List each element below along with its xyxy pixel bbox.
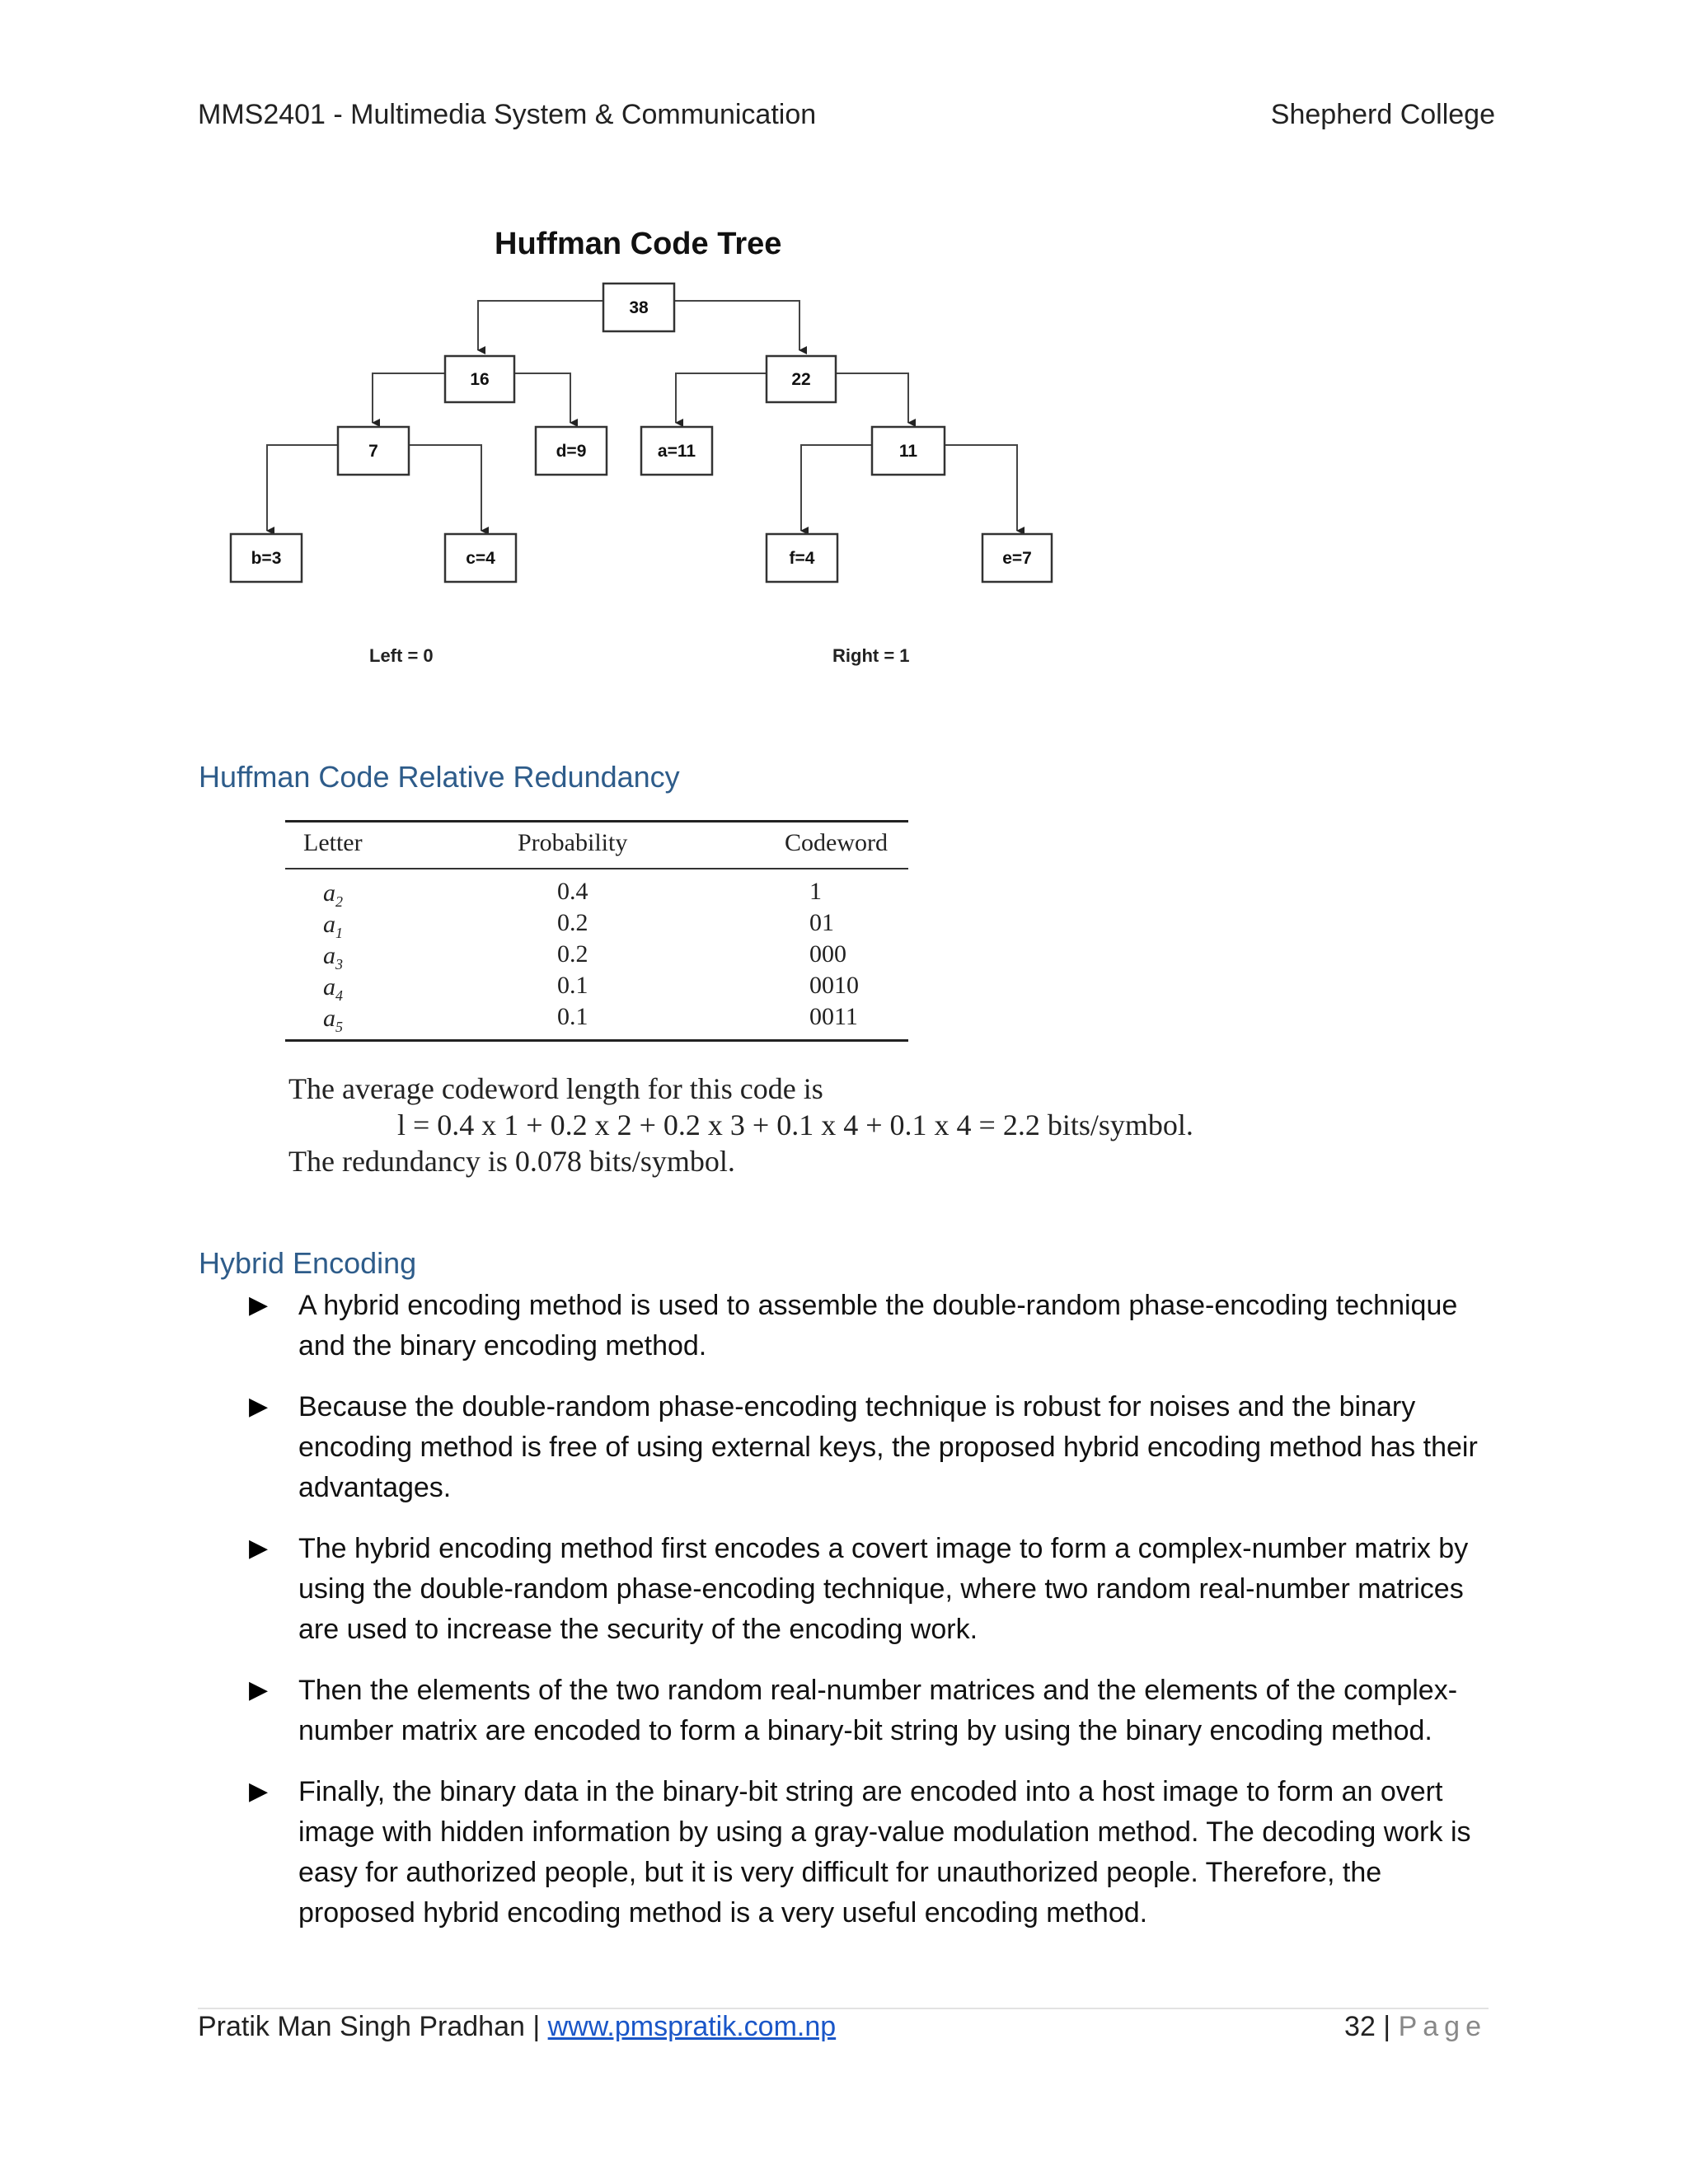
- table-cell-probability: 0.4: [557, 878, 588, 905]
- triangle-bullet-icon: ▶: [249, 1393, 269, 1420]
- triangle-bullet-icon: ▶: [249, 1535, 269, 1562]
- svg-text:38: 38: [629, 298, 649, 317]
- hybrid-encoding-bullet-list: [247, 1286, 1500, 1954]
- edge-11-e: [945, 445, 1017, 531]
- table-header-rule: [285, 868, 908, 869]
- tree-node-7: [338, 427, 409, 475]
- edge-11-f: [801, 445, 872, 531]
- table-cell-letter: $a_1$: [323, 911, 343, 941]
- table-cell-probability: 0.1: [557, 1003, 588, 1030]
- table-cell-letter: $a_4$: [323, 973, 343, 1004]
- table-cell-codeword: 0010: [809, 972, 859, 999]
- table-cell-codeword: 0011: [809, 1003, 858, 1030]
- svg-text:7: 7: [368, 442, 378, 461]
- edge-root-22: [674, 301, 799, 350]
- table-cell-probability: 0.1: [557, 972, 588, 999]
- edge-7-b: [267, 445, 338, 531]
- svg-text:b=3: b=3: [251, 549, 282, 568]
- table-cell-probability: 0.2: [557, 940, 588, 968]
- bullet-text: Because the double-random phase-encoding technique is robust for noises and the binary encoding method is free of using external keys, the proposed hybrid encoding method has their advantages.: [298, 1391, 1478, 1503]
- section-heading-hybrid-encoding: Hybrid Encoding: [199, 1246, 417, 1280]
- footer-page-number: [1344, 2011, 1487, 2043]
- bullet-item: [247, 1671, 1500, 1751]
- bullet-text: The hybrid encoding method first encodes a covert image to form a complex-number matrix by using the double-random phase-encoding technique, where two random real-number matrices are used to increase the security of the encoding work.: [298, 1533, 1469, 1645]
- bullet-text: A hybrid encoding method is used to assemble the double-random phase-encoding technique and the binary encoding method.: [298, 1290, 1458, 1361]
- bullet-item: [247, 1286, 1500, 1366]
- table-cell-probability: 0.2: [557, 909, 588, 936]
- table-cell-letter: $a_3$: [323, 942, 343, 972]
- table-header-codeword: Codeword: [785, 829, 888, 856]
- edge-16-d: [514, 373, 570, 423]
- svg-text:11: 11: [898, 442, 918, 461]
- table-cell-codeword: 01: [809, 909, 834, 936]
- tree-node-11: [872, 427, 945, 475]
- tree-node-16: [445, 356, 514, 402]
- tree-node-d: [536, 427, 607, 475]
- page-number: 32: [1344, 2011, 1376, 2042]
- header-course-title: MMS2401 - Multimedia System & Communication: [198, 99, 817, 130]
- huffman-tree-diagram: [198, 264, 1071, 692]
- table-header-letter: Letter: [303, 829, 363, 856]
- svg-text:d=9: d=9: [556, 442, 587, 461]
- bullet-item: [247, 1529, 1500, 1650]
- table-top-rule: [285, 820, 908, 823]
- svg-text:c=4: c=4: [466, 549, 495, 568]
- tree-node-root: [603, 284, 674, 331]
- footer-author-name: Pratik Man Singh Pradhan |: [198, 2011, 548, 2042]
- tree-node-a: [641, 427, 712, 475]
- average-length-intro: The average codeword length for this code is: [288, 1072, 823, 1105]
- triangle-bullet-icon: ▶: [249, 1778, 269, 1805]
- edge-22-a: [676, 373, 767, 423]
- figure-title: Huffman Code Tree: [495, 227, 782, 261]
- table-cell-letter: $a_5$: [323, 1005, 343, 1035]
- table-cell-codeword: 1: [809, 878, 822, 905]
- tree-leaf-c: [445, 534, 516, 582]
- header-college-name: Shepherd College: [1270, 99, 1495, 130]
- page-separator: |: [1375, 2011, 1399, 2042]
- edge-root-16: [478, 301, 603, 350]
- table-cell-letter: $a_2$: [323, 879, 343, 910]
- bullet-text: Finally, the binary data in the binary-bit string are encoded into a host image to form an overt image with hidden information by using a gray-value modulation method. The decoding work is easy for authorized people, but it is very difficult for unauthorized people. Therefore, the proposed hybrid encoding method is a very useful encoding method.: [298, 1776, 1471, 1929]
- right-one-label: Right = 1: [832, 645, 910, 666]
- svg-text:a=11: a=11: [657, 442, 696, 461]
- page-word: Page: [1398, 2011, 1487, 2042]
- edge-7-c: [409, 445, 481, 531]
- footer-website-link[interactable]: www.pmspratik.com.np: [547, 2011, 837, 2042]
- edge-22-11: [834, 373, 908, 423]
- table-cell-codeword: 000: [809, 940, 846, 968]
- edge-16-7: [373, 373, 445, 423]
- footer-author: [198, 2011, 836, 2043]
- bullet-text: Then the elements of the two random real-number matrices and the elements of the complex-number matrix are encoded to form a binary-bit string by using the binary encoding method.: [298, 1675, 1458, 1746]
- footer-divider: [198, 2008, 1489, 2009]
- average-length-formula: l = 0.4 x 1 + 0.2 x 2 + 0.2 x 3 + 0.1 x 4 + 0.1 x 4 = 2.2 bits/symbol.: [397, 1108, 1193, 1141]
- section-heading-redundancy: Huffman Code Relative Redundancy: [199, 760, 680, 794]
- bullet-item: [247, 1772, 1500, 1933]
- svg-text:f=4: f=4: [789, 549, 815, 568]
- left-zero-label: Left = 0: [369, 645, 434, 666]
- svg-text:22: 22: [791, 370, 811, 389]
- table-header-probability: Probability: [518, 829, 628, 856]
- redundancy-result: The redundancy is 0.078 bits/symbol.: [288, 1145, 735, 1178]
- triangle-bullet-icon: ▶: [249, 1676, 269, 1704]
- svg-text:e=7: e=7: [1002, 549, 1032, 568]
- tree-leaf-b: [231, 534, 302, 582]
- tree-leaf-e: [982, 534, 1052, 582]
- table-bottom-rule: [285, 1039, 908, 1042]
- triangle-bullet-icon: ▶: [249, 1291, 269, 1319]
- tree-leaf-f: [767, 534, 837, 582]
- tree-node-22: [767, 356, 836, 402]
- bullet-item: [247, 1387, 1500, 1508]
- svg-text:16: 16: [470, 370, 490, 389]
